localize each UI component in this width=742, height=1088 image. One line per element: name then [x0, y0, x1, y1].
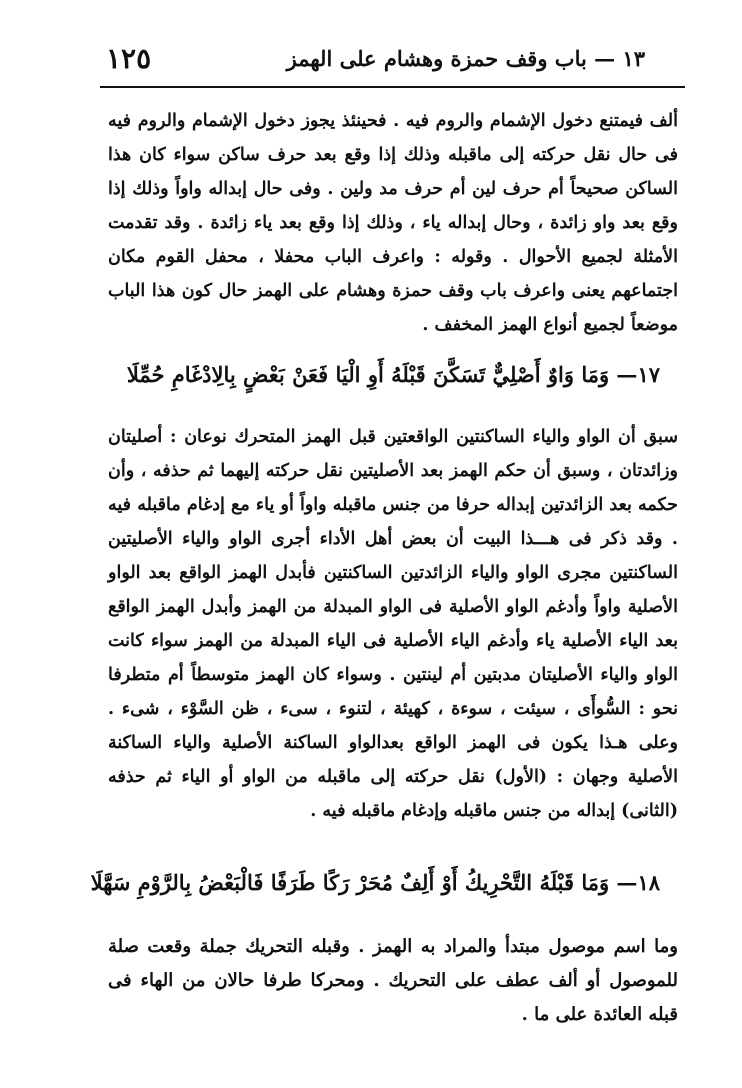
running-header [100, 40, 685, 84]
page-number: ١٢٥ [106, 42, 152, 75]
verse-18: ١٨— وَمَا قَبْلَهُ التَّحْرِيكُ أَوْ أَلِفٌ مُحَرْ رَكًا طَرَفًا فَالْبَعْضُ بِالرَّوْمِ سَهَّلَا [90, 870, 660, 895]
paragraph-commentary-1: ألف فيمتنع دخول الإشمام والروم فيه . فحينئذ يجوز دخول الإشمام والروم فيه فى حال نقل حركته إلى ماقبله وذلك إذا وقع بعد حرف ساكن سواء كان هذا الساكن صحيحاً أم حرف لين أم حرف مد ولين . وفى حال إبداله واواً وذلك إذا وقع بعد واو زائدة ، وحال إبداله ياء ، وذلك إذا وقع بعد ياء زائدة . وقد تقدمت الأمثلة لجميع الأحوال . وقوله : واعرف الباب محفلا ، محفل القوم مكان اجتماعهم يعنى واعرف باب وقف حمزة وهشام على الهمز حال كون هذا الباب موضعاً لجميع أنواع الهمز المخفف . [108, 111, 678, 335]
paragraph-commentary-2: سبق أن الواو والياء الساكنتين الواقعتين قبل الهمز المتحرك نوعان : أصليتان وزائدتان ، وسبق أن حكم الهمز بعد الأصليتين نقل حركته إليهما ثم حذفه ، وأن حكمه بعد الزائدتين إبداله حرفا من جنس ماقبله واواً أو ياء مع إدغام ماقبله فيه . وقد ذكر فى هـــذا البيت أن بعض أهل الأداء أجرى الواو والياء الأصليتين الساكنتين مجرى الواو والياء الزائدتين الساكنتين فأبدل الهمز الواقع بعد الواو الأصلية واواً وأدغم الواو الأصلية فى الواو المبدلة من الهمز وأبدل الهمز الواقع بعد الياء الأصلية ياء وأدغم الياء الأصلية فى الياء المبدلة من الهمز سواء كانت الواو والياء الأصليتان مدبتين أم لينتين . وسواء كان الهمز متوسطاً أم متطرفا نحو : السُّوأَى ، سيئت ، سوءة ، كهيئة ، لتنوء ، سىء ، ظن السَّوْء ، شىء . وعلى هـذا يكون فى الهمز الواقع بعدالواو الساكنة الأصلية والياء الساكنة الأصلية وجهان : (الأول) نقل حركته إلى ماقبله من الواو أو الياء ثم حذفه (الثانى) إبداله من جنس ماقبله وإدغام ماقبله فيه . [108, 427, 678, 821]
header-divider [100, 86, 685, 88]
chapter-title: ١٣ — باب وقف حمزة وهشام على الهمز [286, 46, 645, 71]
verse-17: ١٧— وَمَا وَاوٌ أَصْلِيٌّ تَسَكَّنَ قَبْلَهُ أَوِ الْيَا فَعَنْ بَعْضٍ بِالِادْغَامِ حُمِّلَا [126, 362, 660, 387]
paragraph-commentary-3: وما اسم موصول مبتدأ والمراد به الهمز . وقبله التحريك جملة وقعت صلة للموصول أو ألف عطف على التحريك . ومحركا طرفا حالان من الهاء فى قبله العائدة على ما . [108, 936, 678, 1025]
